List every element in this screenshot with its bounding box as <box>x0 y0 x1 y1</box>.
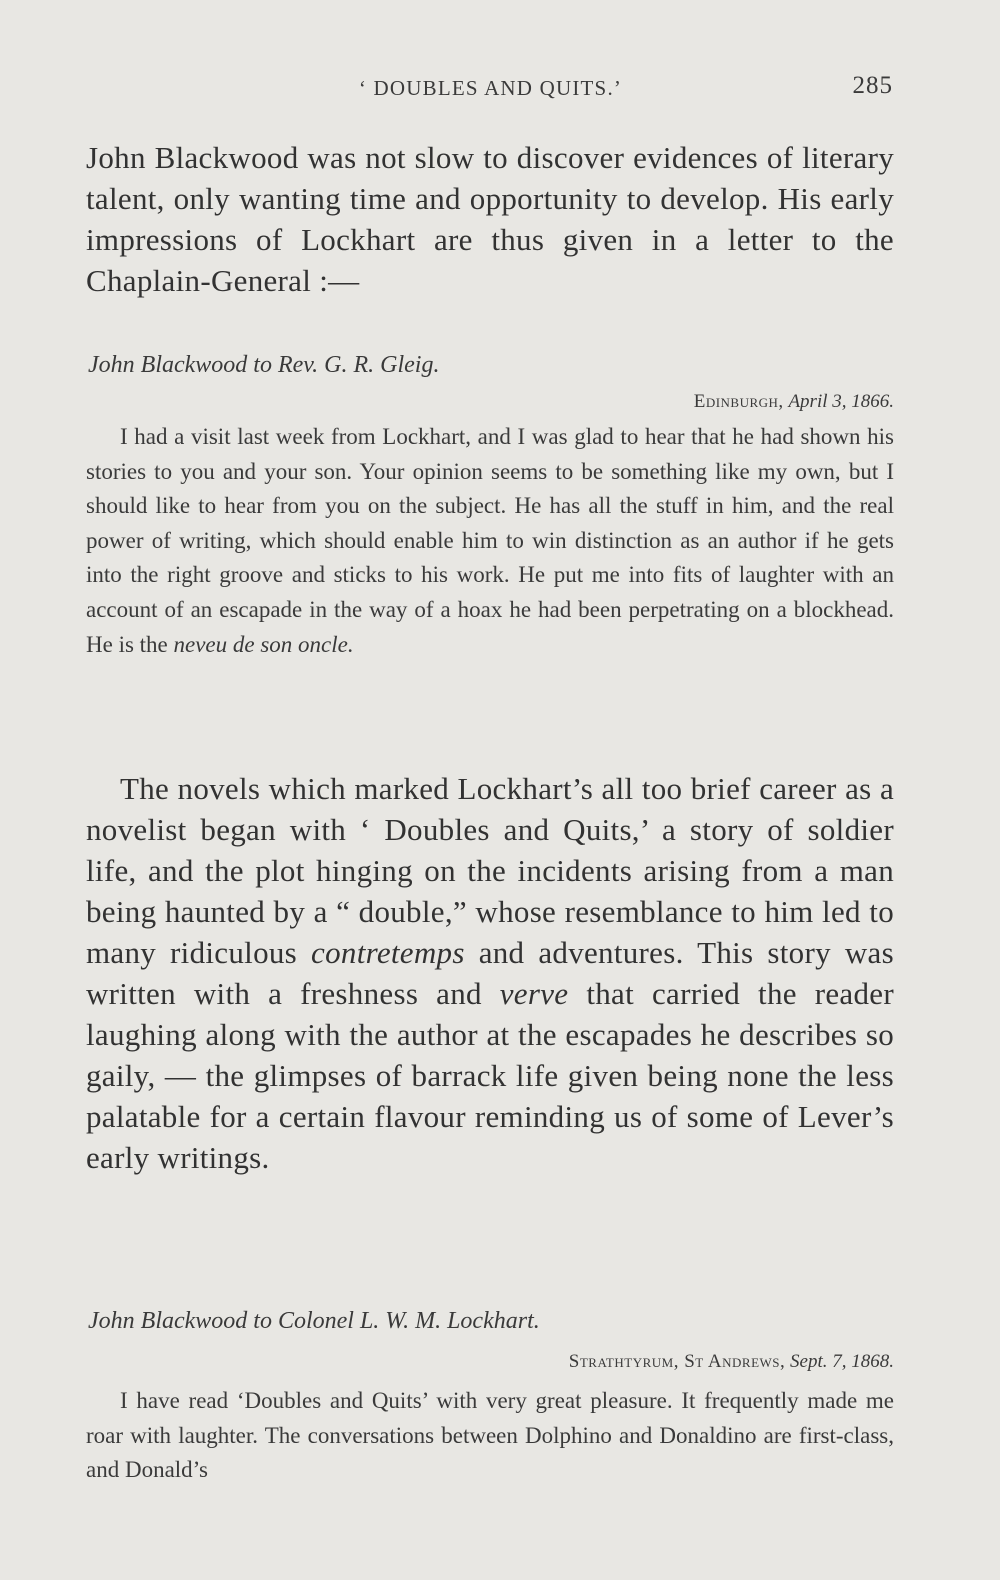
intro-paragraph-text: John Blackwood was not slow to discover evidences of literary talent, only wanting time and opportunity to develop. His early impressions of Lockhart are thus given in a letter to the Chaplain-General :— <box>86 140 894 298</box>
letter1-body-italic: neveu de son oncle. <box>173 631 354 657</box>
letter1-heading: John Blackwood to Rev. G. R. Gleig. <box>88 352 440 378</box>
page-number: 285 <box>852 72 893 99</box>
letter2-dateline <box>86 1351 900 1373</box>
letter2-heading: John Blackwood to Colonel L. W. M. Lockhart. <box>88 1308 540 1334</box>
letter1-body-text: I had a visit last week from Lockhart, and I was glad to hear that he had shown his stories to you and your son. Your opinion seems to be something like my own, but I should like to hear from you on the subject. He has all the stuff in him, and the real power of writing, which should enable him to win distinction as an author if he gets into the right groove and sticks to his work. He put me into fits of laughter with an account of an escapade in the way of a hoax he had been perpetrating on a blockhead. He is the <box>86 424 894 657</box>
letter2-body-text: I have read ‘Doubles and Quits’ with very great pleasure. It frequently made me roar with laughter. The conversations between Dolphino and Donaldino are first-class, and Donald’s <box>86 1388 894 1483</box>
novel-paragraph <box>86 768 894 1178</box>
letter2-date: Sept. 7, 1868. <box>790 1351 894 1372</box>
running-title: ‘ DOUBLES AND QUITS.’ <box>358 76 623 100</box>
novel-paragraph-part2: and adventures. This story was written with a freshness and <box>86 935 894 1011</box>
letter1-place: Edinburgh, <box>693 391 784 412</box>
letter1-date: April 3, 1866. <box>788 391 894 412</box>
intro-paragraph <box>86 137 894 301</box>
letter1-dateline <box>86 391 900 413</box>
novel-paragraph-part3: that carried the reader laughing along with the author at the escapades he describes so gaily, — the glimpses of barrack life given being none the less palatable for a certain flavour reminding us of some of Lever’s early writings. <box>86 976 894 1175</box>
novel-paragraph-italic2: verve <box>499 976 569 1011</box>
letter2-place: Strathtyrum, St Andrews, <box>568 1351 786 1372</box>
letter2-body <box>86 1384 894 1488</box>
novel-paragraph-part1: The novels which marked Lockhart’s all too brief career as a novelist began with ‘ Doubles and Quits,’ a story of soldier life, and the plot hinging on the incidents arising from a man being haunted by a “ double,” whose resemblance to him led to many ridiculous <box>86 771 894 970</box>
novel-paragraph-italic1: contretemps <box>311 935 465 970</box>
letter1-body <box>86 420 894 662</box>
running-head <box>88 72 893 108</box>
